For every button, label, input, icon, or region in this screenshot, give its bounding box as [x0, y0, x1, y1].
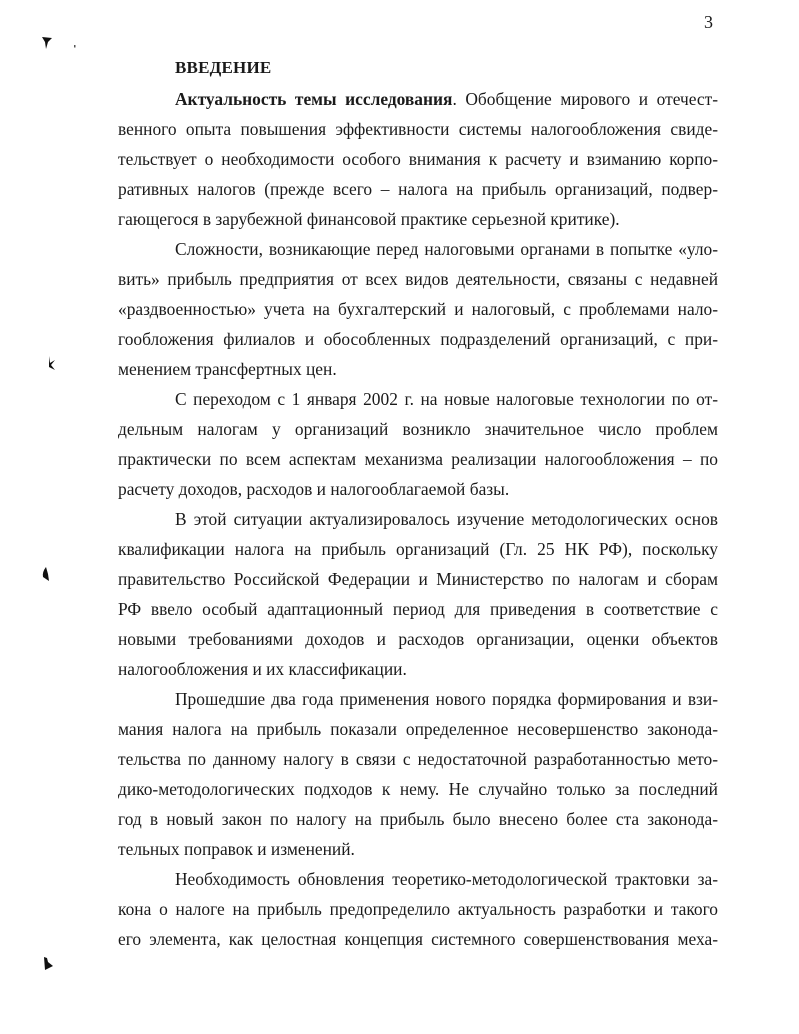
text-line: Прошедшие два года применения нового порядка формирования и взи-: [175, 689, 718, 709]
text-line: гающегося в зарубежной финансовой практике серьезной критике).: [118, 209, 620, 229]
text-line: С переходом с 1 января 2002 г. на новые налоговые технологии по от-: [175, 389, 718, 409]
text-line: вить» прибыль предприятия от всех видов деятельности, связаны с недавней: [118, 269, 718, 289]
text-line: тельствует о необходимости особого внимания к расчету и взиманию корпо-: [118, 149, 718, 169]
text-line: «раздвоенностью» учета на бухгалтерский и налоговый, с проблемами нало-: [118, 299, 718, 319]
text-line: новыми требованиями доходов и расходов организации, оценки объектов: [118, 629, 718, 649]
text-line: дико-методологических подходов к нему. Не случайно только за последний: [118, 779, 718, 799]
paragraph: [118, 384, 718, 504]
text-line: ративных налогов (прежде всего – налога на прибыль организаций, подвер-: [118, 179, 718, 199]
text-line: мания налога на прибыль показали определенное несовершенство законода-: [118, 719, 718, 739]
text-line: кона о налоге на прибыль предопределило актуальность разработки и такого: [118, 899, 718, 919]
text-line: налогообложения и их классификации.: [118, 659, 407, 679]
text-line: В этой ситуации актуализировалось изучение методологических основ: [175, 509, 718, 529]
text-line: гообложения филиалов и обособленных подразделений организаций, с при-: [118, 329, 718, 349]
page-number: 3: [704, 12, 713, 32]
text-line: его элемента, как целостная концепция системного совершенствования меха-: [118, 929, 718, 949]
body-text: [118, 84, 718, 954]
text-line: Сложности, возникающие перед налоговыми органами в попытке «уло-: [175, 239, 718, 259]
lead-in-bold: Актуальность темы исследования: [175, 89, 453, 109]
section-heading: ВВЕДЕНИЕ: [175, 58, 272, 77]
text-line: практически по всем аспектам механизма реализации налогообложения – по: [118, 449, 718, 469]
text-line: менением трансфертных цен.: [118, 359, 337, 379]
text-line: тельных поправок и изменений.: [118, 839, 355, 859]
text-line: тельства по данному налогу в связи с недостаточной разработанностью мето-: [118, 749, 718, 769]
text-line: Необходимость обновления теоретико-методологической трактовки за-: [175, 869, 718, 889]
paragraph: [118, 84, 718, 234]
text-line: венного опыта повышения эффективности системы налогообложения свиде-: [118, 119, 718, 139]
text-line: расчету доходов, расходов и налогооблагаемой базы.: [118, 479, 510, 499]
text-line: дельным налогам у организаций возникло значительное число проблем: [118, 419, 718, 439]
text-line: Актуальность темы исследования. Обобщение мирового и отечест-: [175, 89, 718, 109]
paragraph: [118, 864, 718, 954]
paragraph: [118, 684, 718, 864]
text-line: правительство Российской Федерации и Министерство по налогам и сборам: [118, 569, 718, 589]
paragraph: [118, 504, 718, 684]
text-line: квалификации налога на прибыль организаций (Гл. 25 НК РФ), поскольку: [118, 539, 718, 559]
text-line: РФ ввело особый адаптационный период для приведения в соответствие с: [118, 599, 718, 619]
text-line: год в новый закон по налогу на прибыль было внесено более ста законода-: [118, 809, 718, 829]
paragraph: [118, 234, 718, 384]
